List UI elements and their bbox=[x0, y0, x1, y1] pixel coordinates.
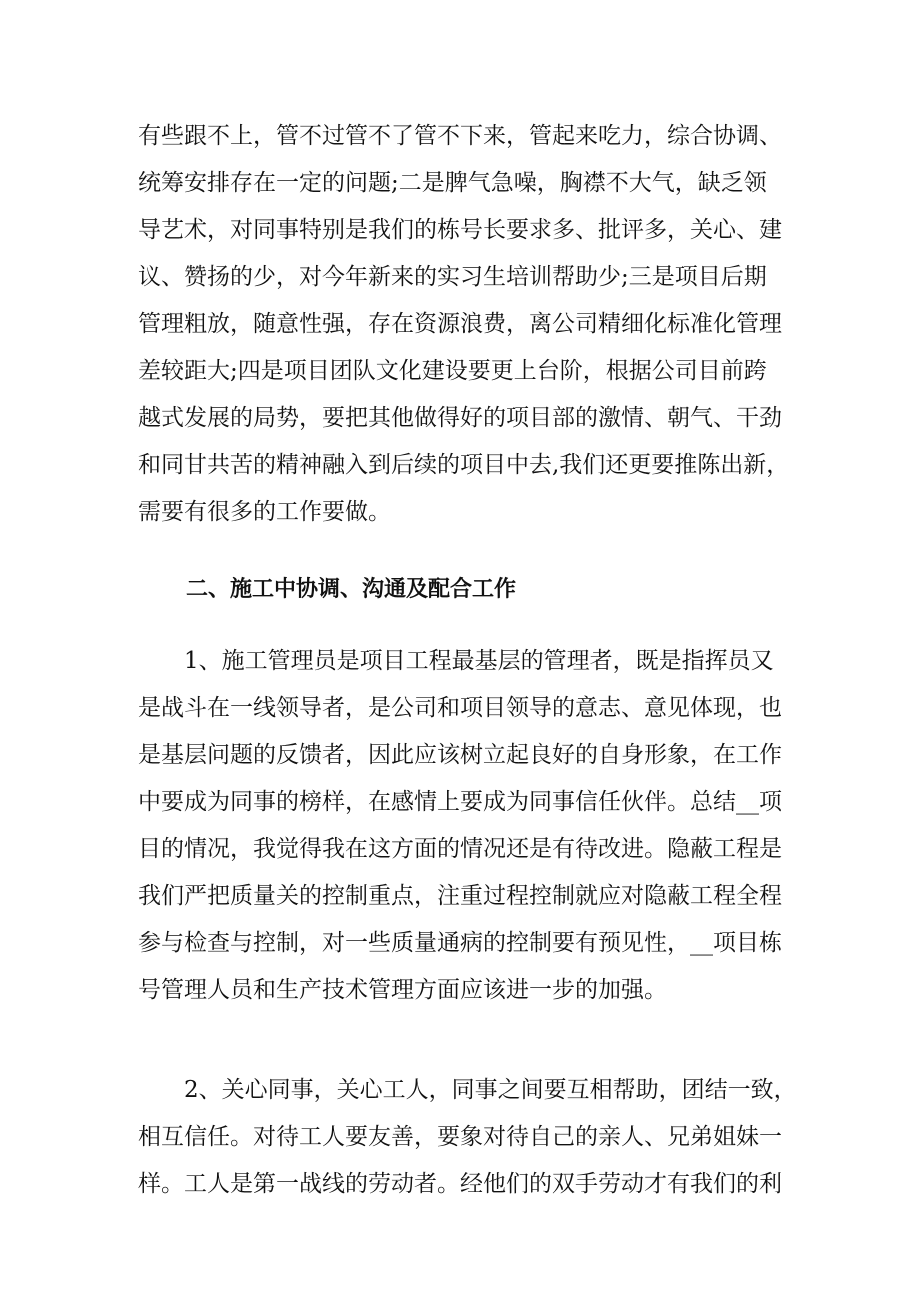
paragraph-line: 是基层问题的反馈者，因此应该树立起良好的自身形象，在工作 bbox=[138, 742, 782, 768]
paragraph-line: 议、赞扬的少，对今年新来的实习生培训帮助少;三是项目后期 bbox=[138, 264, 767, 290]
paragraph-line: 目的情况，我觉得我在这方面的情况还是有待改进。隐蔽工程是 bbox=[138, 836, 782, 862]
paragraph-line: 2、关心同事，关心工人，同事之间要互相帮助，团结一致， bbox=[184, 1077, 797, 1103]
paragraph-line: 是战斗在一线领导者，是公司和项目领导的意志、意见体现，也 bbox=[138, 695, 782, 721]
paragraph-line: 我们严把质量关的控制重点，注重过程控制就应对隐蔽工程全程 bbox=[138, 883, 782, 909]
paragraph-line: 统筹安排存在一定的问题;二是脾气急噪，胸襟不大气，缺乏领 bbox=[138, 170, 767, 196]
paragraph-2 bbox=[138, 638, 798, 1014]
paragraph-line: 管理粗放，随意性强，存在资源浪费，离公司精细化标准化管理 bbox=[138, 311, 782, 337]
paragraph-line: 差较距大;四是项目团队文化建设要更上台阶，根据公司目前跨 bbox=[138, 358, 767, 384]
section-heading: 二、施工中协调、沟通及配合工作 bbox=[186, 577, 517, 602]
paragraph-line: 中要成为同事的榜样，在感情上要成为同事信任伙伴。总结__项 bbox=[138, 789, 782, 815]
paragraph-line: 有些跟不上，管不过管不了管不下来，管起来吃力，综合协调、 bbox=[138, 123, 782, 149]
paragraph-line: 导艺术，对同事特别是我们的栋号长要求多、批评多，关心、建 bbox=[138, 217, 782, 243]
paragraph-line: 号管理人员和生产技术管理方面应该进一步的加强。 bbox=[138, 977, 667, 1003]
paragraph-line: 参与检查与控制，对一些质量通病的控制要有预见性，__项目栋 bbox=[138, 930, 782, 956]
paragraph-line: 样。工人是第一战线的劳动者。经他们的双手劳动才有我们的利 bbox=[138, 1171, 782, 1197]
paragraph-3 bbox=[138, 1067, 798, 1208]
paragraph-1 bbox=[138, 113, 798, 536]
paragraph-line: 1、施工管理员是项目工程最基层的管理者，既是指挥员又 bbox=[184, 648, 774, 674]
paragraph-line: 相互信任。对待工人要友善，要象对待自己的亲人、兄弟姐妹一 bbox=[138, 1124, 782, 1150]
paragraph-line: 和同甘共苦的精神融入到后续的项目中去,我们还更要推陈出新， bbox=[138, 452, 790, 478]
paragraph-line: 需要有很多的工作要做。 bbox=[138, 499, 391, 525]
paragraph-line: 越式发展的局势，要把其他做得好的项目部的激情、朝气、干劲 bbox=[138, 405, 782, 431]
